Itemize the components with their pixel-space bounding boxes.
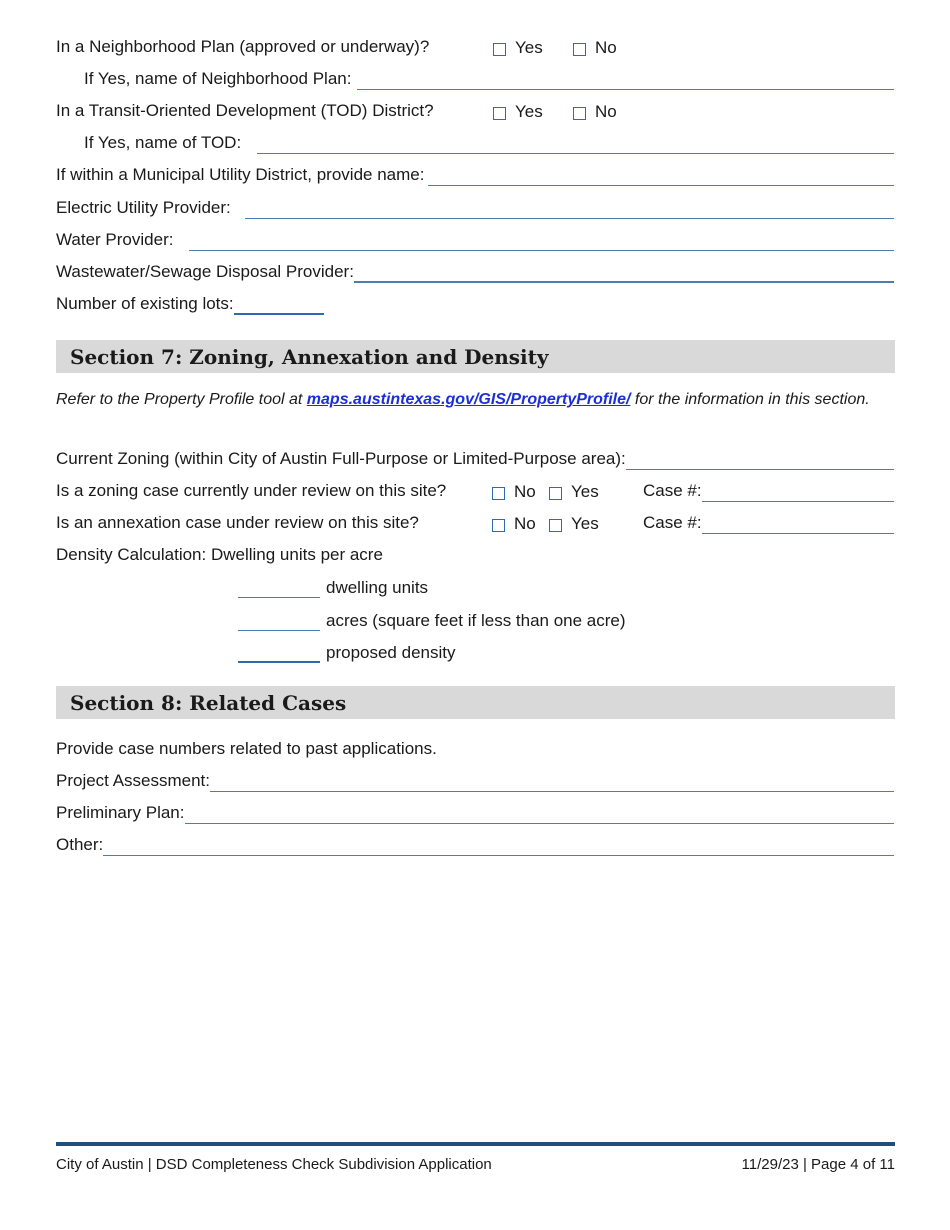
neighborhood-plan-label: In a Neighborhood Plan (approved or underway)? bbox=[56, 37, 430, 56]
neighborhood-plan-name-label: If Yes, name of Neighborhood Plan: bbox=[84, 69, 352, 88]
neighborhood-plan-yes-checkbox[interactable] bbox=[493, 43, 506, 56]
no-label: No bbox=[514, 482, 536, 501]
project-assessment-label: Project Assessment: bbox=[56, 771, 211, 790]
electric-row bbox=[56, 195, 894, 219]
water-field[interactable] bbox=[189, 232, 894, 251]
wastewater-label: Wastewater/Sewage Disposal Provider: bbox=[56, 262, 354, 281]
other-label: Other: bbox=[56, 835, 104, 854]
property-profile-note bbox=[56, 390, 886, 409]
note-prefix: Refer to the Property Profile tool at bbox=[56, 391, 307, 408]
acres-label: acres (square feet if less than one acre) bbox=[326, 611, 626, 630]
tod-name-field[interactable] bbox=[257, 135, 894, 154]
other-row bbox=[56, 832, 894, 856]
note-suffix: for the information in this section. bbox=[630, 391, 870, 408]
annexation-case-number-label: Case #: bbox=[643, 513, 702, 532]
wastewater-row bbox=[56, 259, 894, 283]
no-label: No bbox=[595, 102, 617, 121]
neighborhood-plan-name-row bbox=[84, 66, 894, 90]
tod-label: In a Transit-Oriented Development (TOD) District? bbox=[56, 101, 434, 120]
related-cases-intro bbox=[56, 736, 894, 760]
proposed-density-field[interactable] bbox=[238, 643, 320, 663]
preliminary-plan-label: Preliminary Plan: bbox=[56, 803, 185, 822]
water-row bbox=[56, 227, 894, 251]
zoning-label: Current Zoning (within City of Austin Full-Purpose or Limited-Purpose area): bbox=[56, 449, 626, 468]
zoning-case-number-field[interactable] bbox=[702, 483, 894, 502]
wastewater-field[interactable] bbox=[354, 263, 894, 283]
neighborhood-plan-question bbox=[56, 34, 894, 58]
acres-field[interactable] bbox=[238, 612, 320, 631]
other-field[interactable] bbox=[103, 837, 894, 856]
neighborhood-plan-no-checkbox[interactable] bbox=[573, 43, 586, 56]
zoning-case-no-checkbox[interactable] bbox=[492, 487, 505, 500]
annexation-case-label: Is an annexation case under review on this site? bbox=[56, 513, 419, 532]
yes-label: Yes bbox=[571, 482, 599, 501]
zoning-case-row bbox=[56, 478, 894, 502]
related-cases-intro-text: Provide case numbers related to past applications. bbox=[56, 739, 437, 758]
footer-title: City of Austin | DSD Completeness Check Subdivision Application bbox=[56, 1156, 492, 1173]
density-label: Density Calculation: Dwelling units per acre bbox=[56, 545, 383, 564]
page-footer bbox=[56, 1156, 895, 1173]
no-label: No bbox=[514, 514, 536, 533]
electric-field[interactable] bbox=[245, 200, 894, 219]
tod-name-row bbox=[84, 130, 894, 154]
zoning-case-number-label: Case #: bbox=[643, 481, 702, 500]
water-label: Water Provider: bbox=[56, 230, 174, 249]
mud-field[interactable] bbox=[428, 167, 894, 186]
section-8-header: Section 8: Related Cases bbox=[56, 686, 895, 719]
zoning-case-label: Is a zoning case currently under review on this site? bbox=[56, 481, 447, 500]
yes-label: Yes bbox=[515, 102, 543, 121]
neighborhood-plan-name-field[interactable] bbox=[357, 71, 894, 90]
lots-label: Number of existing lots: bbox=[56, 294, 234, 313]
project-assessment-field[interactable] bbox=[210, 773, 894, 792]
zoning-row bbox=[56, 446, 894, 470]
zoning-field[interactable] bbox=[626, 451, 894, 470]
no-label: No bbox=[595, 38, 617, 57]
yes-label: Yes bbox=[571, 514, 599, 533]
tod-name-label: If Yes, name of TOD: bbox=[84, 133, 242, 152]
mud-label: If within a Municipal Utility District, provide name: bbox=[56, 165, 425, 184]
project-assessment-row bbox=[56, 768, 894, 792]
electric-label: Electric Utility Provider: bbox=[56, 198, 231, 217]
lots-row bbox=[56, 291, 894, 315]
annexation-case-yes-checkbox[interactable] bbox=[549, 519, 562, 532]
lots-field[interactable] bbox=[234, 295, 324, 315]
dwelling-units-field[interactable] bbox=[238, 579, 320, 598]
zoning-case-yes-checkbox[interactable] bbox=[549, 487, 562, 500]
preliminary-plan-row bbox=[56, 800, 894, 824]
density-row bbox=[56, 542, 894, 566]
yes-label: Yes bbox=[515, 38, 543, 57]
footer-page-info: 11/29/23 | Page 4 of 11 bbox=[741, 1156, 895, 1173]
section-7-header: Section 7: Zoning, Annexation and Density bbox=[56, 340, 895, 373]
tod-question bbox=[56, 98, 894, 122]
tod-yes-checkbox[interactable] bbox=[493, 107, 506, 120]
annexation-case-row bbox=[56, 510, 894, 534]
preliminary-plan-field[interactable] bbox=[185, 805, 895, 824]
dwelling-units-label: dwelling units bbox=[326, 578, 429, 597]
annexation-case-no-checkbox[interactable] bbox=[492, 519, 505, 532]
proposed-density-label: proposed density bbox=[326, 643, 456, 662]
footer-rule bbox=[56, 1142, 895, 1146]
property-profile-link[interactable]: maps.austintexas.gov/GIS/PropertyProfile/ bbox=[306, 391, 631, 408]
dwelling-units-row bbox=[238, 574, 428, 598]
annexation-case-number-field[interactable] bbox=[702, 515, 894, 534]
tod-no-checkbox[interactable] bbox=[573, 107, 586, 120]
mud-row bbox=[56, 162, 894, 186]
proposed-density-row bbox=[238, 639, 455, 663]
acres-row bbox=[238, 607, 626, 631]
